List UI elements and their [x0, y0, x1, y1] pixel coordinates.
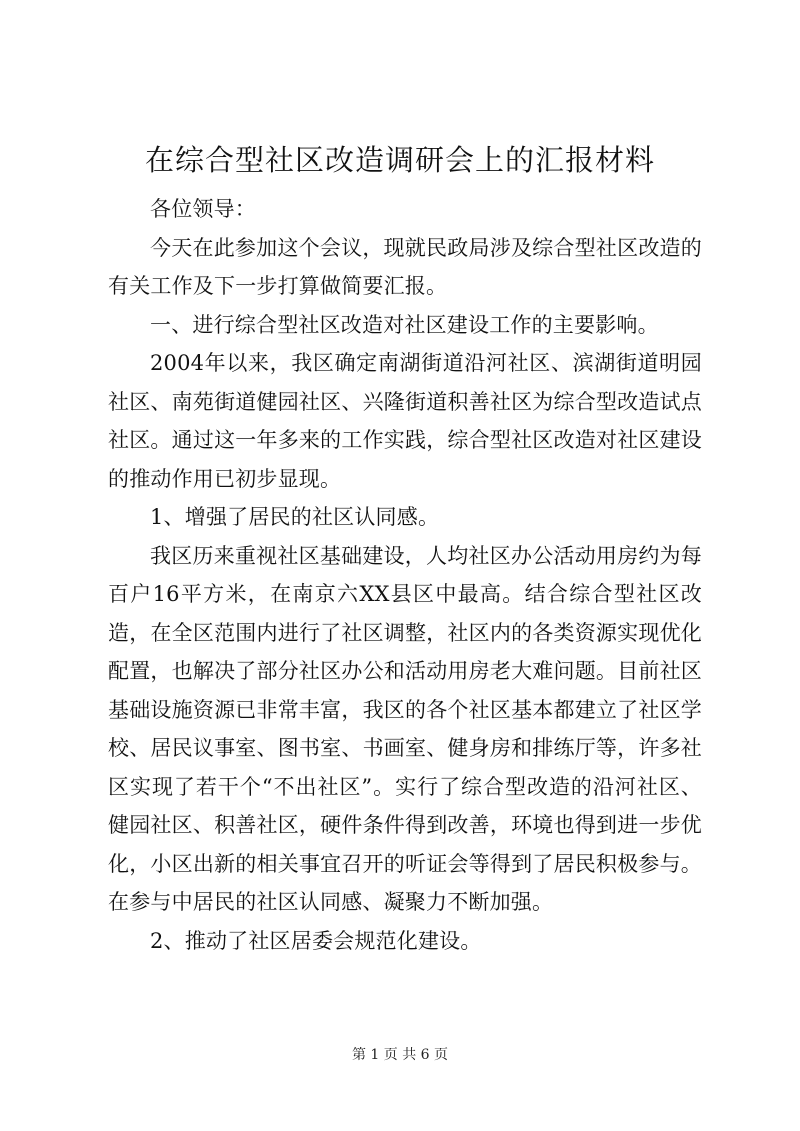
section-heading-1: 一、进行综合型社区改造对社区建设工作的主要影响。	[150, 312, 659, 337]
paragraph-pilot: 2004年以来，我区确定南湖街道沿河社区、滨湖街道明园社区、南苑街道健园社区、兴隆街道积善社区为综合型改造试点社区。通过这一年多来的工作实践，综合型社区改造对社区建设的推动作用已初步显现。	[108, 351, 702, 491]
paragraph-intro: 今天在此参加这个会议，现就民政局涉及综合型社区改造的有关工作及下一步打算做简要汇报。	[108, 235, 702, 298]
subheading-2: 2、推动了社区居委会规范化建设。	[150, 928, 482, 953]
subheading-1: 1、增强了居民的社区认同感。	[150, 505, 440, 529]
page-footer: 第 1 页 共 6 页	[351, 1047, 449, 1063]
document-body	[108, 190, 702, 960]
salutation: 各位领导：	[150, 197, 256, 221]
paragraph-infrastructure: 我区历来重视社区基础建设，人均社区办公活动用房约为每百户16平方米，在南京六XX县区中最高。结合综合型社区改造，在全区范围内进行了社区调整，社区内的各类资源实现优化配置，也解决了部分社区办公和活动用房老大难问题。目前社区基础设施资源已非常丰富，我区的各个社区基本都建立了社区学校、居民议事室、图书室、书画室、健身房和排练厅等，许多社区实现了若干个“不出社区”。实行了综合型改造的沿河社区、健园社区、积善社区，硬件条件得到改善，环境也得到进一步优化，小区出新的相关事宜召开的听证会等得到了居民积极参与。在参与中居民的社区认同感、凝聚力不断加强。	[108, 543, 702, 914]
document-title: 在综合型社区改造调研会上的汇报材料	[144, 143, 655, 177]
